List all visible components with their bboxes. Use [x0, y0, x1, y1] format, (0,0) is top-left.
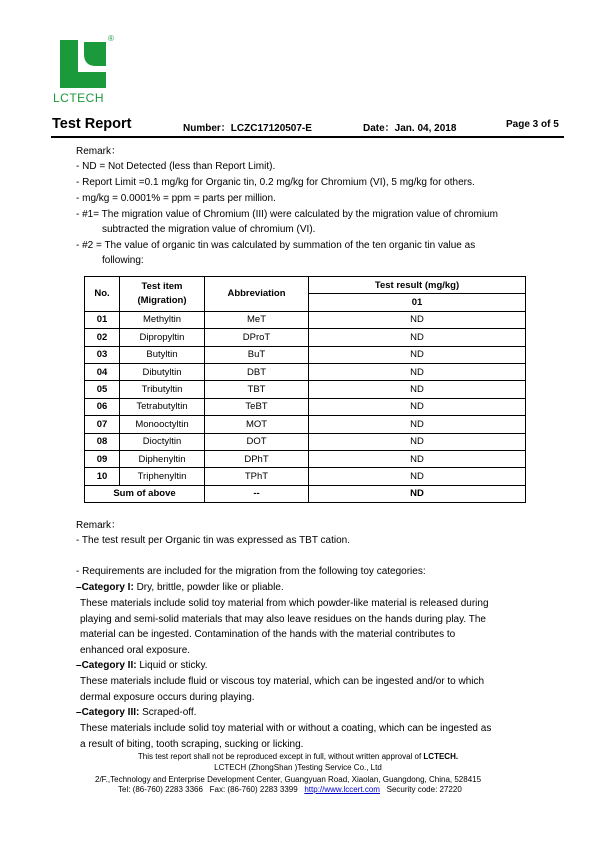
row-test-item: Tributyltin	[120, 381, 205, 398]
row-test-item: Diphenyltin	[120, 450, 205, 467]
table-row	[85, 416, 526, 433]
row-no: 08	[85, 433, 120, 450]
page-number: Page 3 of 5	[506, 119, 559, 130]
header-no: No.	[85, 277, 120, 312]
header-test-item	[120, 277, 205, 312]
remark-line: - #2 = The value of organic tin was calculated by summation of the ten organic tin value as	[76, 240, 476, 251]
logo-text: LCTECH	[53, 91, 105, 105]
table-header-row	[85, 277, 526, 294]
lctech-logo-icon	[56, 38, 108, 90]
remark-label: Remark：	[76, 146, 122, 157]
footer-brand: LCTECH.	[423, 752, 459, 761]
row-result: ND	[309, 416, 526, 433]
table-row	[85, 381, 526, 398]
footer-contact	[118, 785, 462, 795]
row-abbreviation: BuT	[205, 346, 309, 363]
table-sum-row	[85, 485, 526, 502]
row-test-item: Dipropyltin	[120, 329, 205, 346]
footer-address: 2/F.,Technology and Enterprise Development Center, Guangyuan Road, Xiaolan, Guangdong, China, 528415	[95, 775, 482, 784]
remark-line: - Report Limit =0.1 mg/kg for Organic tin, 0.2 mg/kg for Chromium (VI), 5 mg/kg for others.	[76, 177, 475, 188]
row-abbreviation: DPhT	[205, 450, 309, 467]
registered-mark: ®	[108, 34, 114, 43]
remark-line: - ND = Not Detected (less than Report Limit).	[76, 161, 276, 172]
table-row	[85, 311, 526, 328]
row-abbreviation: DBT	[205, 363, 309, 380]
row-no: 02	[85, 329, 120, 346]
row-result: ND	[309, 363, 526, 380]
row-test-item: Triphenyltin	[120, 468, 205, 485]
header-test-item-line1: Test item	[141, 281, 183, 293]
row-test-item: Monooctyltin	[120, 416, 205, 433]
header-abbreviation: Abbreviation	[205, 277, 309, 312]
footer-tel: Tel: (86-760) 2283 3366	[118, 785, 203, 794]
row-result: ND	[309, 329, 526, 346]
category-3-text: a result of biting, tooth scraping, sucking or licking.	[80, 739, 304, 750]
row-test-item: Dioctyltin	[120, 433, 205, 450]
row-test-item: Dibutyltin	[120, 363, 205, 380]
row-result: ND	[309, 311, 526, 328]
row-abbreviation: MeT	[205, 311, 309, 328]
footer-website-link[interactable]: http://www.lccert.com	[304, 785, 380, 794]
table-row	[85, 450, 526, 467]
table-row	[85, 433, 526, 450]
remark-line: following:	[102, 255, 144, 266]
row-test-item: Methyltin	[120, 311, 205, 328]
category-1-title: Category I:	[81, 582, 134, 593]
row-abbreviation: MOT	[205, 416, 309, 433]
row-no: 09	[85, 450, 120, 467]
header-test-item-line2: (Migration)	[137, 295, 187, 307]
sum-abbr: --	[205, 485, 309, 502]
row-test-item: Tetrabutyltin	[120, 398, 205, 415]
footer-company: LCTECH (ZhongShan )Testing Service Co., Ltd	[214, 763, 382, 772]
company-logo	[51, 34, 121, 110]
footer-fax: Fax: (86-760) 2283 3399	[209, 785, 298, 794]
remark-line: - #1= The migration value of Chromium (III) were calculated by the migration value of chromium	[76, 209, 498, 220]
results-table	[84, 276, 526, 503]
row-abbreviation: TBT	[205, 381, 309, 398]
remark-line: - The test result per Organic tin was expressed as TBT cation.	[76, 535, 351, 546]
remark-line: subtracted the migration value of chromium (VI).	[102, 224, 316, 235]
row-no: 10	[85, 468, 120, 485]
category-1-text: material can be ingested. Contamination of the hands with the material contributes to	[80, 629, 456, 640]
category-1-text: These materials include solid toy material from which powder-like material is released during	[80, 598, 489, 609]
category-3: –Category III: Scraped-off.	[76, 707, 197, 718]
footer-disclaimer-text: This test report shall not be reproduced except in full, without written approval of	[137, 752, 424, 761]
table-row	[85, 398, 526, 415]
row-abbreviation: TeBT	[205, 398, 309, 415]
table-row	[85, 346, 526, 363]
row-result: ND	[309, 433, 526, 450]
table-row	[85, 329, 526, 346]
category-3-title: Category III:	[81, 707, 140, 718]
sum-result: ND	[309, 485, 526, 502]
report-date: Date：Jan. 04, 2018	[363, 123, 457, 134]
row-no: 07	[85, 416, 120, 433]
footer-disclaimer	[0, 752, 596, 762]
table-row	[85, 363, 526, 380]
report-header	[0, 116, 596, 134]
category-1: –Category I: Dry, brittle, powder like or pliable.	[76, 582, 284, 593]
category-1-text: playing and semi-solid materials that may also leave residues on the hands during play. The	[80, 614, 486, 625]
category-1-desc: Dry, brittle, powder like or pliable.	[133, 582, 284, 593]
remark-line: - mg/kg = 0.0001% = ppm = parts per million.	[76, 193, 276, 204]
row-no: 04	[85, 363, 120, 380]
row-result: ND	[309, 346, 526, 363]
category-2-title: Category II:	[81, 660, 137, 671]
row-abbreviation: TPhT	[205, 468, 309, 485]
row-result: ND	[309, 398, 526, 415]
sum-label: Sum of above	[85, 485, 205, 502]
footer-security-code: Security code: 27220	[386, 785, 462, 794]
header-sample-01: 01	[309, 294, 526, 311]
category-1-text: enhanced oral exposure.	[80, 645, 191, 656]
category-2-text: These materials include fluid or viscous toy material, which can be ingested and/or to which	[80, 676, 485, 687]
requirements-line: - Requirements are included for the migration from the following toy categories:	[76, 566, 426, 577]
row-test-item: Butyltin	[120, 346, 205, 363]
category-2-text: dermal exposure occurs during playing.	[80, 692, 255, 703]
category-3-desc: Scraped-off.	[139, 707, 197, 718]
header-divider	[51, 136, 564, 138]
category-2-desc: Liquid or sticky.	[136, 660, 208, 671]
row-no: 03	[85, 346, 120, 363]
row-abbreviation: DOT	[205, 433, 309, 450]
row-abbreviation: DProT	[205, 329, 309, 346]
row-no: 01	[85, 311, 120, 328]
row-result: ND	[309, 468, 526, 485]
table-row	[85, 468, 526, 485]
row-result: ND	[309, 450, 526, 467]
report-number: Number：LCZC17120507-E	[183, 123, 312, 134]
category-2: –Category II: Liquid or sticky.	[76, 660, 208, 671]
row-no: 05	[85, 381, 120, 398]
category-3-text: These materials include solid toy material with or without a coating, which can be ingested as	[80, 723, 492, 734]
remark-label-2: Remark：	[76, 520, 122, 531]
row-no: 06	[85, 398, 120, 415]
header-test-result: Test result (mg/kg)	[309, 277, 526, 294]
row-result: ND	[309, 381, 526, 398]
page-title: Test Report	[52, 116, 132, 132]
